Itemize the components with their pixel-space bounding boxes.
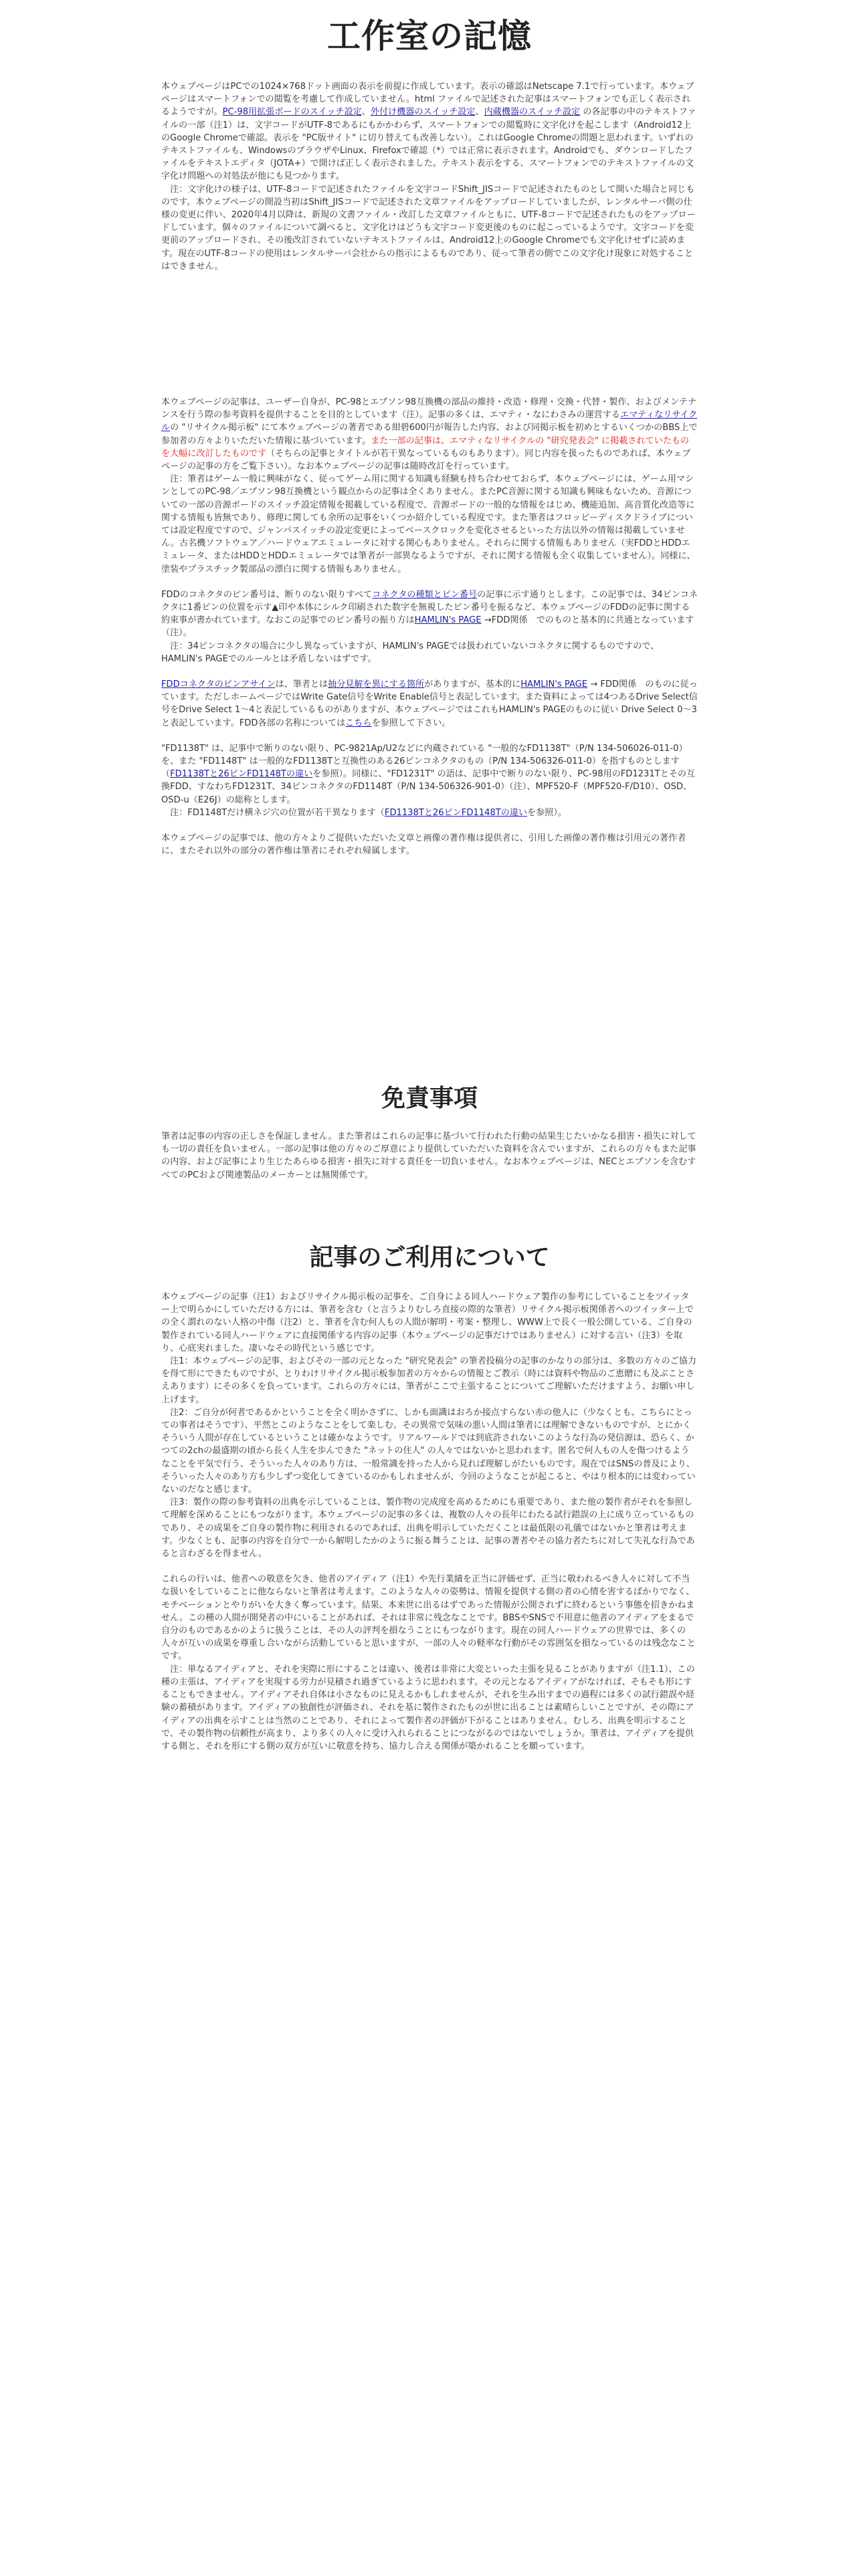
- separator: 、: [361, 107, 371, 118]
- spacer: [161, 665, 698, 678]
- pin-assign-paragraph: [161, 678, 698, 730]
- intro-paragraph: [161, 80, 698, 183]
- about-text: 本ウェブページの記事は、ユーザー自身が、PC-98とエプソン98互換機の部品の維持・改造・修理・交換・代替・製作、およびメンテナンスを行う際の参考資料を提供することを目的としています（注）。記事の多くは、エマティ・なにわさみの運営する: [161, 397, 697, 421]
- fd1138t-note-end: を参照）。: [527, 807, 567, 818]
- link-external-switch[interactable]: 外付け機器のスイッチ設定: [370, 107, 476, 118]
- link-fd1138t-diff[interactable]: FD1138Tと26ピンFD1148Tの違い: [170, 769, 313, 780]
- disclaimer-heading: 免責事項: [381, 1085, 478, 1112]
- link-connector-types[interactable]: コネクタの種類とピン番号: [372, 589, 478, 600]
- about-text-end: （そちらの記事とタイトルが若干異なっているものもあります）。同じ内容を扱ったものであれば、本ウェブページの記事の方をご覧下さい）。なお本ウェブページの記事は随時改訂を行っています。: [161, 448, 691, 472]
- spacer: [161, 730, 698, 742]
- pin-assign-text: は、筆者とは: [275, 679, 328, 690]
- fd1138t-note-text: 注：FD1148Tだけ横ネジ穴の位置が若干異なります（: [170, 807, 385, 818]
- usage-note-3: 注3：製作の際の参考資料の出典を示していることは、製作物の完成度を高めるためにも重要であり、また他の製作者がそれを参照して理解を深めることにもつながります。本ウェブページの記事の多くは、複数の人々の長年にわたる試行錯誤の上に成り立っているものであり、その成果をご自身の製作物に利用されるのであれば、出典を明示していただくことは最低限の礼儀ではないかと筆者は考えます。少なくとも、記事の内容を自分で一から解明したかのように振る舞うことは、記事の著者やその協力者たちに対して失礼な行為であると言わざるを得ません。: [161, 1497, 695, 1560]
- fdd-pin-note: 注：34ピンコネクタの場合に少し異なっていますが、HAMLIN's PAGEでは扱われていないコネクタに関するものですので、HAMLIN's PAGEでのルールとは矛盾しないはずです。: [161, 641, 660, 664]
- fd1138t-paragraph: [161, 742, 698, 807]
- usage-paragraph: 本ウェブページの記事（注1）およびリサイクル掲示板の記事を、ご自身による同人ハードウェア製作の参考にしていることをツイッター上で明らかにしていただける方には、筆者を含む（と言うよりむしろ直接の際的な筆者）リサイクル掲示板関係者へのツイッター上での全く謂れのない人格の中傷（注2）と、筆者を含む何人もの人間が解明・考案・整理し、WWW上で長く一般公開している、ご自身の製作されている同人ハードウェアに直接関係する内容の記事（本ウェブページの記事だけではありません）に対する言い（注3）を取り、心底実れました。凄いなその時代という感じです。: [161, 1292, 694, 1354]
- intro-text-cont: の各記事の中のテキストファイルの一部（注1）は、文字コードがUTF-8であるにもかかわらず、スマートフォンでの閲覧時に文字化けを起こします（Android12上のGoogle Chromeで確認。表示を "PC版サイト" に切り替えても改善しない）。これはGoogle Chromeの問題と思われます。いずれのテキストファイルも、WindowsのブラウザやLinux、Firefoxで確認（*）では正常に表示されます。Androidでも、ダウンロードしたファイルをテキストエディタ（JOTA+）で開けば正しく表示されました。テキスト表示をする、スマートフォンでのテキストファイルの文字化け問題への対処法が他にも見つかります。: [161, 107, 696, 182]
- fdd-pin-text: FDDのコネクタのピン番号は、断りのない限りすべて: [161, 589, 373, 600]
- link-differing-views[interactable]: 抽分見解を異にする箇所: [328, 679, 425, 690]
- intro-note: 注：文字化けの様子は、UTF-8コードで記述されたファイルを文字コードShift_JISコードで記述されたものとして開いた場合と同じものです。本ウェブページの開設当初はShift_JISコードで記述された文章ファイルをアップロードしていましたが、レンタルサーバ側の仕様の変更に伴い、2020年4月以降は、新規の文書ファイル・改訂した文章ファイルともに、UTF-8コードで記述されたものをアップロードしています。個々のファイルについて調べると、文字化けはどうも文字コード変更後のものに起こっているようです。文字コードを変更前のアップロードされ、その後改訂されていないテキストファイルは、Android12上のGoogle Chromeでも文字化けせずに読めます。現在のUTF-8コードの使用はレンタルサーバ会社からの指示によるものであり、従って筆者の側でこの文字化け現象に対処することはできません。: [161, 184, 696, 272]
- link-pc98-board-switch[interactable]: PC-98用拡張ボードのスイッチ設定: [222, 107, 362, 118]
- fdd-pin-paragraph: [161, 588, 698, 640]
- usage-heading: 記事のご利用について: [309, 1244, 550, 1271]
- about-note: 注：筆者はゲーム一般に興味がなく、従ってゲーム用に関する知識も経験も持ち合わせておらず、本ウェブページには、ゲーム用マシンとしてのPC-98／エプソン98互換機という観点からの記事は全くありません。またPC音源に関する知識も興味もないため、音源についての一部の音源ボードのスイッチ設定情報を掲載している程度で、音源ボードの一般的な情報をはじめ、機能追加、高音質化改造等に関する情報も皆無であり、修理に関しても余所の記事をいくつか紹介している程度です。また筆者はフロッピーディスクドライブについては設定程度ですので、ジャンパスイッチの設定変更によってベースクロックを変化させるといった方法以外の情報は掲載していません。古名機ソフトウェア／ハードウェアエミュレータに対する関心もありません。それらに関する情報もありません（実FDDとHDDエミュレータ、またはHDDとHDDエミュレータでは筆者が一部異なるようですが、それに関する情報も全く収集していません）。同様に、塗装やプラスチック製部品の漂白に関する情報もありません。: [161, 474, 696, 574]
- fd1138t-text-cont: を参照）。同様に、"FD1231T" の語は、記事中で断りのない限り、PC-98用のFD1231Tとその互換FDD、すなわちFD1231T、34ピンコネクタのFD1148T（P/N 134-506326-901-0）（注）、MPF520-F（MPF520-F/D10）、OSD、OSD-u（E26J）の総称とします。: [161, 769, 696, 805]
- usage-note-2: 注2：ご自分が何者であるかということを全く明かさずに、しかも面識はおろか接点すらない赤の他人に（少なくとも、こちらにとっての事者はそうです）、平然とこのようなことをして楽しむ。その異常で気味の悪い人間は筆者には理解できないものですが、とにかくそういう人間が存在しているということは確かなようです。リアルワールドでは到底許されないこのような行為の発信源は、恐らく、かつての2chの最盛期の頃から長く人生を歩んできた "ネットの住人" の人々ではないかと思われます。匿名で何人もの人を傷つけるようなことを平気で行う、そういった人々のあり方は、一般常識を持った人から見れば理解しがたいものです。現在ではSNSの普及により、そういった人々のあり方も少しずつ変化してきているのかもしれませんが、今回のようなことが起こると、やはり根本的には変わっていないのだなと感じます。: [161, 1407, 696, 1495]
- spacer: [161, 576, 698, 588]
- link-here[interactable]: こちら: [345, 718, 372, 728]
- link-internal-switch[interactable]: 内蔵機器のスイッチ設定: [484, 107, 581, 118]
- copyright-paragraph: 本ウェブページの記事では、他の方々よりご提供いただいた文章と画像の著作権は提供者に、引用した画像の著作権は引用元の著作者に、またそれ以外の部分の著作権は筆者にそれぞれ帰属します。: [161, 833, 686, 857]
- disclaimer-section: [161, 1130, 698, 1182]
- fdd-pin-text-cont: の記事に示す通りとします。この記事では、34ピンコネクタに1番ピンの位置を示す▲印や本体にシルク印刷された数字を無視したピン番号を振るなど、本ウェブページのFDDの記事に関する約束事が書かれています。なおこの記事でのピン番号の振り方は: [161, 589, 698, 626]
- intro-text: 本ウェブページはPCでの1024×768ドット画面の表示を前提に作成しています。表示の確認はNetscape 7.1で行っています。本ウェブページはスマートフォンでの閲覧を考慮して作成していません。html ファイルで記述された記事はスマートフォンでも正しく表示されるようですが。: [161, 82, 694, 118]
- spacer: [161, 1560, 698, 1573]
- intro-section: [161, 80, 698, 273]
- about-paragraph: [161, 396, 698, 473]
- usage-paragraph-2: これらの行いは、他者への敬意を欠き、他者のアイディア（注1）や先行業績を正当に評価せず、正当に敬われるべき人々に対して不当な扱いをしていることに他ならないと筆者は考えます。このような人々の姿勢は、情報を提供する側の者の心情を害するばかりでなく、モチベーションとやりがいを大きく奪っています。結果、本来世に出るはずであった情報が公開されずに終わるという事態を招きかねません。この種の人間が開発者の中にいることがあれば、それは非常に残念なことです。BBSやSNSで不用意に他者のアイディアをまるで自分のものであるかのように扱うことは、その人の評判を損なうことにもつながります。現在の同人ハードウェアの世界では、多くの人々が互いの成果を尊重し合いながら活動していると思いますが、一部の人々の軽率な行動がその雰囲気を損なっているのは残念なことです。: [161, 1574, 696, 1662]
- about-red-note: また一部の記事は、エマティなリサイクルの "研究発表会" に掲載されていたものを大幅に改訂したものです: [161, 435, 689, 459]
- pin-assign-text-end: を参照して下さい。: [371, 718, 451, 728]
- usage-section: [161, 1291, 698, 1753]
- separator: 、: [475, 107, 484, 118]
- disclaimer-text: 筆者は記事の内容の正しさを保証しません。また筆者はこれらの記事に基づいて行われた行動の結果生じたいかなる損害・損失に対しても一切の責任を負いません。一部の記事は他の方々のご厚意により提供していただいた資料を含んでいますが、これらの方々もまた記事の内容、および記事により生じたあらゆる損害・損失に対する責任を一切負いません。なお本ウェブページは、NECとエプソンを含むすべてのPCおよび関連製品のメーカーとは無関係です。: [161, 1132, 696, 1180]
- link-fd1138t-diff-2[interactable]: FD1138Tと26ピンFD1148Tの違い: [384, 807, 527, 818]
- link-ematei-recycle[interactable]: エマティなリサイクル: [161, 410, 698, 433]
- link-hamlins-page-2[interactable]: HAMLIN's PAGE: [520, 679, 588, 690]
- page-title: 工作室の記憶: [327, 17, 532, 56]
- usage-note-1: 注1：本ウェブページの記事、およびその一部の元となった "研究発表会" の筆者投稿分の記事のかなりの部分は、多数の方々のご協力を得て形にできたものですが、とりわけリサイクル掲示板参加者の方々からの情報とご教示（時には資料や物品のご恵贈にも及ぶことさえあります）にその多くを負っています。これらの方々には、筆者がここで主張することについてご理解いただけますよう、お願い申し上げます。: [161, 1356, 696, 1405]
- about-text-cont: の "リサイクル掲示板" にて本ウェブページの著者である紺碧600円が報告した内容、および同掲示板を初めとするいくつかのBBS上で参加者の方々よりいただいた情報に基づいています。: [161, 423, 698, 446]
- fd1138t-note: [161, 807, 698, 819]
- about-section: [161, 396, 698, 858]
- link-hamlins-page[interactable]: HAMLIN's PAGE: [414, 615, 482, 626]
- spacer: [161, 819, 698, 832]
- usage-note-4: 注：単なるアイディアと、それを実際に形にすることは違い、後者は非常に大変といった主張を見ることがありますが（注1.1）、この種の主張は、アイディアを実現する労力が見積され過ぎているように思われます。その元となるアイディアがなければ、そもそも形にすることもできません。アイディアそれ自体は小さなものに見えるかもしれませんが、それを生み出すまでの過程には多くの試行錯誤や経験の蓄積があります。アイディアの独創性が評価され、それを基に製作されたものが世に出ることは素晴らしいことですが、その際にアイディアの出典を示すことは当然のことであり、それによって製作者の評価が下がることはありません。むしろ、出典を明示することで、その製作物の信頼性が高まり、より多くの人々に受け入れられることにつながるのではないでしょうか。筆者は、アイディアを提供する側と、それを形にする側の双方が互いに敬意を持ち、協力し合える関係が築かれることを願っています。: [161, 1664, 695, 1751]
- fdd-pin-text-end: →FDD関係 でのものと基本的に共通となっています（注）。: [161, 615, 694, 639]
- link-fdd-pin-assign[interactable]: FDDコネクタのピンアサイン: [161, 679, 276, 690]
- pin-assign-text-more: → FDD関係 のものに従っています。ただしホームページではWrite Gate信号をWrite Enable信号と表記しています。また資料によっては4つあるDrive Select信号をDrive Select 1〜4と表記しているものがありますが、本ウェブページではこれもHAMLIN's PAGEのものに従い Drive Select 0〜3 と表記しています。FDD各部の名称については: [161, 679, 698, 728]
- pin-assign-text-cont: がありますが、基本的に: [424, 679, 521, 690]
- fd1138t-text: "FD1138T" は、記事中で断りのない限り、PC-9821Ap/U2などに内蔵されている "一般的なFD1138T"（P/N 134-506026-011-0）を、また "FD1148T" は一般的なFD1138Tと互換性のある26ピンコネクタのもの（P/N 134-506326-011-0）を指すものとします（: [161, 743, 688, 780]
